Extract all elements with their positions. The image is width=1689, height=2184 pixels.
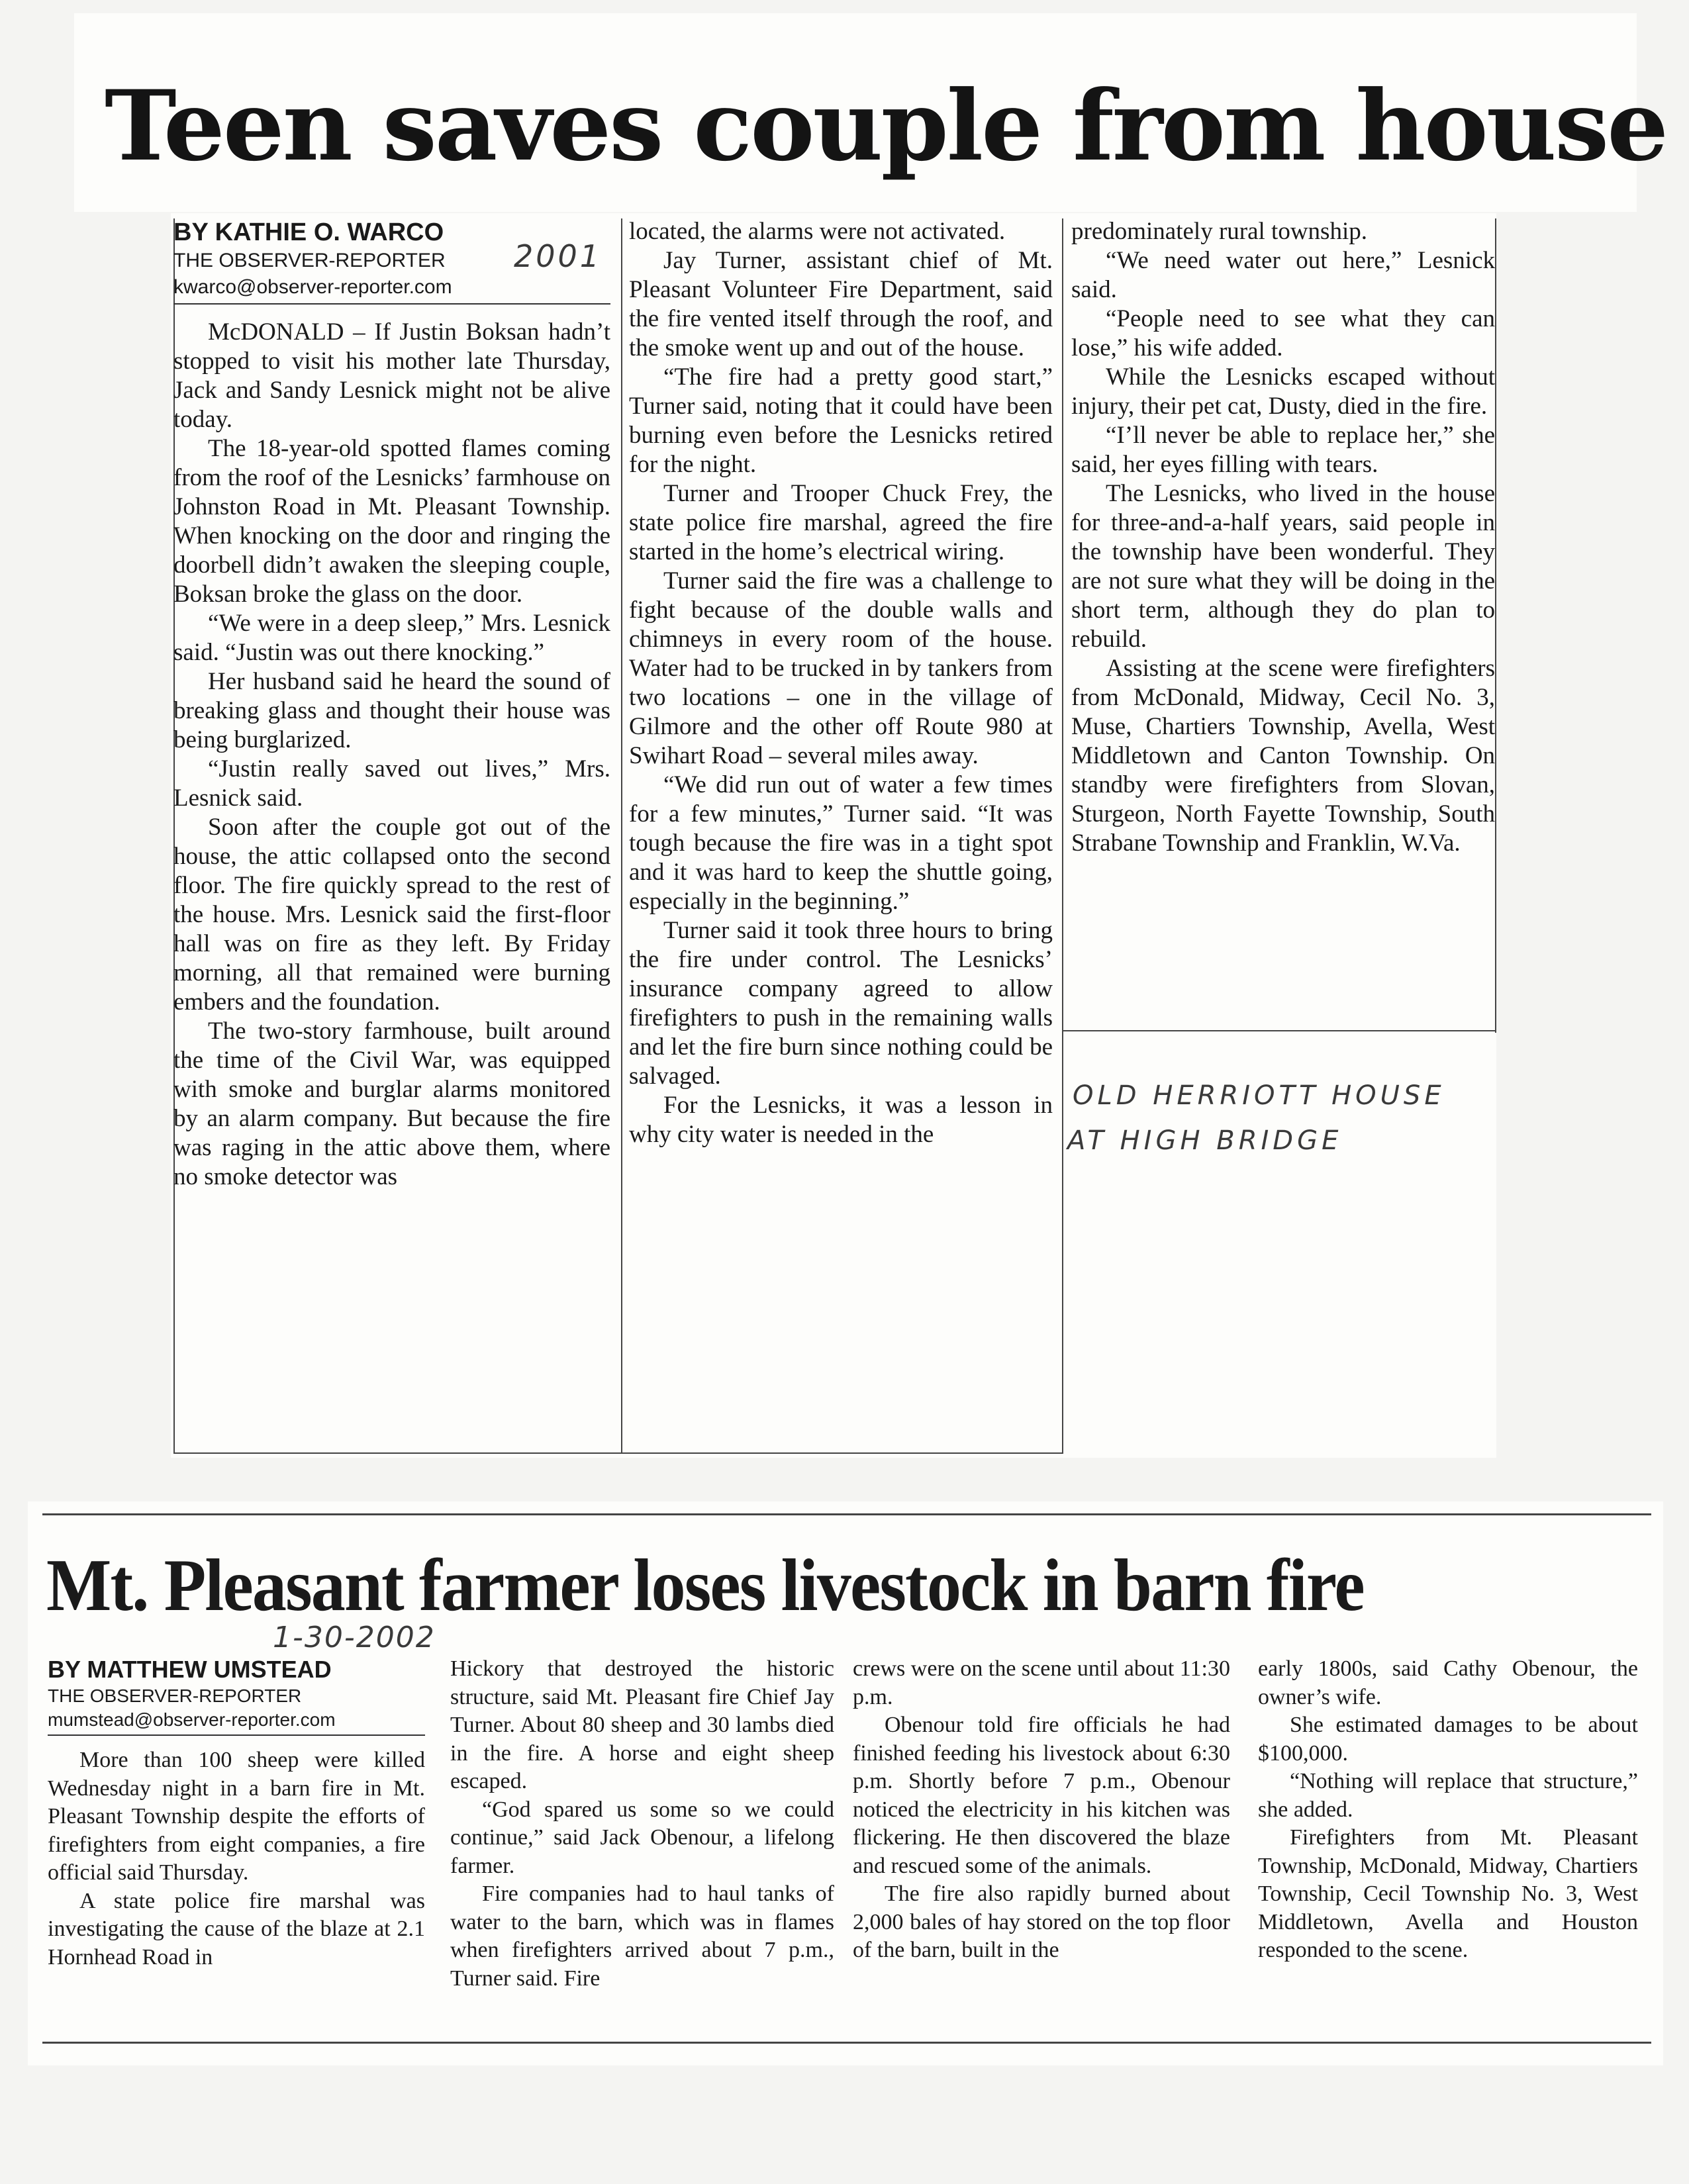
column-rule <box>621 218 622 1454</box>
byline-organization: THE OBSERVER-REPORTER <box>48 1685 302 1706</box>
bottom-rule <box>42 2042 1651 2044</box>
article2-column-4 <box>1258 1655 1638 1965</box>
byline-email: mumstead@observer-reporter.com <box>48 1709 336 1730</box>
article1-headline: Teen saves couple from house <box>105 70 1667 183</box>
handwritten-note-line-1: OLD HERRIOTT HOUSE <box>1073 1080 1445 1111</box>
article2-headline: Mt. Pleasant farmer loses livestock in barn fire <box>46 1544 1364 1627</box>
paragraph: Firefighters from Mt. Pleasant Township, McDonald, Midway, Chartiers Township, Cecil Township No. 3, West Middletown, Avella and Houston responded to the scene. <box>1258 1825 1638 1962</box>
handwritten-note-line-2: AT HIGH BRIDGE <box>1067 1125 1343 1156</box>
article2-byline <box>48 1655 425 1732</box>
byline-divider <box>48 1734 425 1736</box>
paragraph: The Lesnicks, who lived in the house for three-and-a-half years, said people in the township have been wonderful. They are not sure what they will be doing in the short term, although they do plan to rebuild. <box>1071 480 1495 653</box>
handwritten-year: 2001 <box>514 238 603 274</box>
paragraph: “We need water out here,” Lesnick said. <box>1071 247 1495 303</box>
paragraph: The two-story farmhouse, built around the time of the Civil War, was equipped with smoke and burglar alarms monitored by an alarm company. But because the fire was raging in the attic above them, where no smoke detector was <box>173 1018 610 1190</box>
article1-column-3-text <box>1071 217 1495 858</box>
article2-column-1 <box>48 1655 425 1971</box>
byline-email: kwarco@observer-reporter.com <box>173 276 452 298</box>
column-rule <box>1062 218 1063 1454</box>
article1-column-3 <box>1071 217 1495 858</box>
article1-headline-clipping <box>74 13 1667 212</box>
paragraph: She estimated damages to be about $100,000. <box>1258 1713 1638 1766</box>
paragraph: Fire companies had to haul tanks of water to the barn, which was in flames when firefighters arrived about 7 p.m., Turner said. Fire <box>450 1881 834 1991</box>
article2-column-2 <box>450 1655 834 1993</box>
handwritten-date: 1-30-2002 <box>273 1621 436 1654</box>
byline-divider <box>173 303 610 305</box>
paragraph: predominately rural township. <box>1071 218 1367 245</box>
paragraph: McDONALD – If Justin Boksan hadn’t stopped to visit his mother late Thursday, Jack and Sandy Lesnick might not be alive today. <box>173 318 610 433</box>
paragraph: “Justin really saved out lives,” Mrs. Lesnick said. <box>173 755 610 812</box>
byline-author: BY KATHIE O. WARCO <box>173 218 444 246</box>
article1-column-2-text <box>629 217 1053 1149</box>
article2-column-4-text <box>1258 1655 1638 1965</box>
paragraph: Hickory that destroyed the historic structure, said Mt. Pleasant fire Chief Jay Turner. About 80 sheep and 30 lambs died in the fire. A horse and eight sheep escaped. <box>450 1656 834 1793</box>
article2-column-1-text <box>48 1746 425 1971</box>
byline-organization: THE OBSERVER-REPORTER <box>173 250 446 271</box>
article2-column-2-text <box>450 1655 834 1993</box>
article2-column-3-text <box>853 1655 1230 1965</box>
article1-column-2 <box>629 217 1053 1149</box>
paragraph: Her husband said he heard the sound of breaking glass and thought their house was being burglarized. <box>173 668 610 753</box>
paragraph: “I’ll never be able to replace her,” she said, her eyes filling with tears. <box>1071 422 1495 478</box>
paragraph: Jay Turner, assistant chief of Mt. Pleasant Volunteer Fire Department, said the fire vented itself through the roof, and the smoke went up and out of the house. <box>629 247 1053 361</box>
paragraph: “Nothing will replace that structure,” she added. <box>1258 1769 1638 1822</box>
paragraph: Soon after the couple got out of the house, the attic collapsed onto the second floor. The fire quickly spread to the rest of the house. Mrs. Lesnick said the first-floor hall was on fire as they left. By Friday morning, all that remained were burning embers and the foundation. <box>173 814 610 1016</box>
column-rule <box>173 1452 1063 1454</box>
paragraph: crews were on the scene until about 11:30 p.m. <box>853 1656 1230 1709</box>
byline-author: BY MATTHEW UMSTEAD <box>48 1656 332 1683</box>
paragraph: A state police fire marshal was investigating the cause of the blaze at 2.1 Hornhead Road in <box>48 1888 425 1970</box>
paragraph: located, the alarms were not activated. <box>629 218 1006 245</box>
column-rule <box>1062 1030 1496 1031</box>
paragraph: “We were in a deep sleep,” Mrs. Lesnick said. “Justin was out there knocking.” <box>173 610 610 666</box>
paragraph: early 1800s, said Cathy Obenour, the owner’s wife. <box>1258 1656 1638 1709</box>
paragraph: While the Lesnicks escaped without injury, their pet cat, Dusty, died in the fire. <box>1071 363 1495 420</box>
paragraph: The fire also rapidly burned about 2,000 bales of hay stored on the top floor of the barn, built in the <box>853 1881 1230 1962</box>
paragraph: Turner said the fire was a challenge to fight because of the double walls and chimneys in every room of the house. Water had to be trucked in by tankers from two locations – one in the village of Gilmore and the other off Route 980 at Swihart Road – several miles away. <box>629 567 1053 769</box>
paragraph: Turner and Trooper Chuck Frey, the state police fire marshal, agreed the fire started in the home’s electrical wiring. <box>629 480 1053 565</box>
paragraph: “We did run out of water a few times for a few minutes,” Turner said. “It was tough because the fire was in a tight spot and it was hard to keep the shuttle going, especially in the beginning.” <box>629 771 1053 915</box>
paragraph: “The fire had a pretty good start,” Turner said, noting that it could have been burning even before the Lesnicks retired for the night. <box>629 363 1053 478</box>
paragraph: Turner said it took three hours to bring the fire under control. The Lesnicks’ insurance company agreed to allow firefighters to push in the remaining walls and let the fire burn since nothing could be salvaged. <box>629 917 1053 1090</box>
paragraph: More than 100 sheep were killed Wednesday night in a barn fire in Mt. Pleasant Township despite the efforts of firefighters from eight companies, a fire official said Thursday. <box>48 1748 425 1885</box>
top-rule <box>42 1513 1651 1515</box>
article2-column-3 <box>853 1655 1230 1965</box>
paragraph: “God spared us some so we could continue,” said Jack Obenour, a lifelong farmer. <box>450 1797 834 1878</box>
paragraph: The 18-year-old spotted flames coming from the roof of the Lesnicks’ farmhouse on Johnston Road in Mt. Pleasant Township. When knocking on the door and ringing the doorbell didn’t awaken the sleeping couple, Boksan broke the glass on the door. <box>173 435 610 608</box>
article1-column-1-text <box>173 318 610 1192</box>
paragraph: “People need to see what they can lose,” his wife added. <box>1071 305 1495 361</box>
article1-column-1 <box>173 217 610 1192</box>
paragraph: Obenour told fire officials he had finished feeding his livestock about 6:30 p.m. Shortly before 7 p.m., Obenour noticed the electricity in his kitchen was flickering. He then discovered the blaze and rescued some of the animals. <box>853 1713 1230 1878</box>
column-rule <box>1495 218 1496 1033</box>
paragraph: Assisting at the scene were firefighters from McDonald, Midway, Cecil No. 3, Muse, Chartiers Township, Avella, West Middletown and Canton Township. On standby were firefighters from Slovan, Sturgeon, North Fayette Township, South Strabane Township and Franklin, W.Va. <box>1071 655 1495 857</box>
paragraph: For the Lesnicks, it was a lesson in why city water is needed in the <box>629 1092 1053 1148</box>
